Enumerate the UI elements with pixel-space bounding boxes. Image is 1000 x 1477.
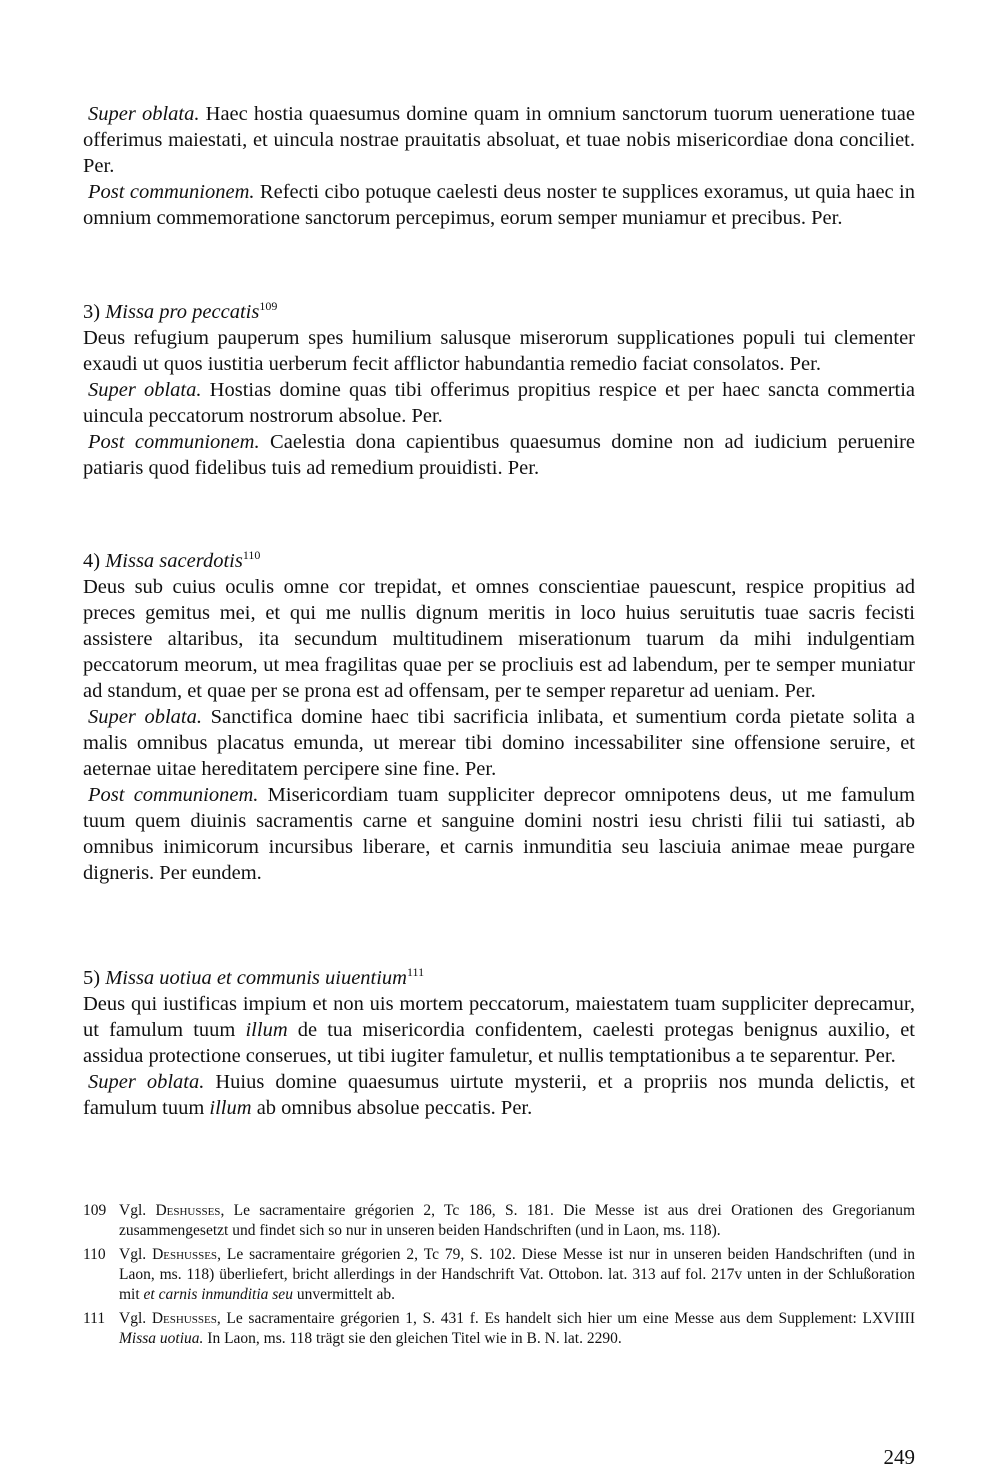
rubric-label: Super oblata. — [88, 706, 202, 728]
paragraph-super-oblata-3 — [83, 377, 915, 429]
footnote-body: , Le sacramentaire grégorien 2, Tc 186, S. 181. Die Messe ist aus drei Orationen des Gregorianum zusammengesetzt und findet sich so nur in unseren beiden Handschriften (und in Laon, ms. 118). — [119, 1202, 916, 1239]
footnote-ref-111[interactable]: 111 — [407, 965, 425, 980]
paragraph-oratio-4 — [83, 574, 915, 704]
footnote-body: , Le sacramentaire grégorien 2, Tc 79, S. 102. Diese Messe ist nur in unseren beiden Handschriften (und in Laon, ms. 118) überliefert, bricht allerdings in der Handschrift Vat. Ottobon. lat. 313 auf fol. 217v unten in der Schlußoration mit — [119, 1246, 916, 1303]
footnote-number: 109 — [83, 1202, 107, 1219]
footnote-text — [119, 1245, 915, 1305]
footnote-prefix: Vgl. — [119, 1246, 153, 1263]
paragraph-post-communionem-4 — [83, 782, 915, 886]
footnote-ref-110[interactable]: 110 — [242, 548, 261, 563]
rubric-label: Super oblata. — [88, 103, 200, 125]
paragraph-post-communionem-1 — [83, 179, 915, 231]
heading-title: Missa sacerdotis — [105, 550, 243, 572]
footnote-author: Deshusses — [155, 1202, 221, 1219]
footnote-prefix: Vgl. — [119, 1310, 152, 1327]
page-number: 249 — [883, 1445, 915, 1469]
footnote-author: Deshusses — [152, 1246, 218, 1263]
footnote-text — [119, 1201, 915, 1241]
paragraph-super-oblata-1 — [83, 101, 915, 179]
text-block-2 — [83, 299, 915, 481]
prayer-text: Refecti cibo potuque caelesti deus noster te supplices exoramus, ut quia haec in omnium commemoratione sanctorum percepimus, eorum semper muniamur et precibus. Per. — [83, 181, 915, 229]
footnote-111 — [83, 1309, 915, 1349]
footnote-author: Deshusses — [151, 1310, 217, 1327]
heading-number: 5) — [83, 967, 106, 989]
rubric-label: Super oblata. — [88, 379, 202, 401]
prayer-text: de tua misericordia confidentem, caelesti protegas benignus auxilio, et assidua protectione conserues, ut tibi iugiter famuletur, et nullis temptationibus a te separentur. Per. — [83, 1019, 915, 1067]
footnote-prefix: Vgl. — [119, 1202, 156, 1219]
prayer-text: Deus refugium pauperum spes humilium salusque miserorum supplicationes populi tui clementer exaudi ut quos iustitia uerberum fecit afflictor habundantia remedio faciat consolatos. Per. — [83, 327, 915, 375]
footnote-tail: In Laon, ms. 118 trägt sie den gleichen Titel wie in B. N. lat. 2290. — [203, 1330, 622, 1347]
footnote-ref-109[interactable]: 109 — [259, 299, 278, 314]
prayer-text: Misericordiam tuam suppliciter deprecor omnipotens deus, ut me famulum tuum quem diuinis sacramentis carne et sanguine domini nostri iesu christi filii tui satiasti, ab omnibus inimicorum incursibus liberare, et carnis inmunditia seu lasciuia animae meae purgare digneris. Per eundem. — [83, 784, 915, 884]
prayer-text: Haec hostia quaesumus domine quam in omnium sanctorum tuorum ueneratione tuae offerimus maiestati, et uincula nostrae prauitatis absoluat, et tuae nobis misericordiae dona conciliet. Per. — [83, 103, 915, 177]
paragraph-super-oblata-5 — [83, 1069, 915, 1121]
heading-number: 3) — [83, 301, 106, 323]
footnote-text — [119, 1309, 915, 1349]
italic-word: illum — [245, 1019, 288, 1041]
rubric-label: Super oblata. — [88, 1071, 205, 1093]
prayer-text: ab omnibus absolue peccatis. Per. — [251, 1097, 533, 1119]
footnote-number: 111 — [83, 1310, 106, 1327]
section-heading-5 — [83, 965, 915, 991]
section-heading-4 — [83, 548, 915, 574]
text-block-1 — [83, 101, 915, 231]
footnote-109 — [83, 1201, 915, 1241]
section-heading-3 — [83, 299, 915, 325]
paragraph-oratio-5 — [83, 991, 915, 1069]
footnotes — [83, 1201, 915, 1353]
prayer-text: Deus sub cuius oculis omne cor trepidat, et omnes conscientiae pauescunt, respice propitius ad preces gemitus mei, et qui me nullis dignum meritis in loco huius seruitutis tuae sacris fecisti assistere altaribus, ita secundum multitudinem miserationum tuarum da mihi indulgentiam peccatorum meorum, ut mea fragilitas quae per se procliuis est ad labendum, per te semper muniatur ad standum, et quae per se prona est ad offensam, per te semper reparetur ad ueniam. Per. — [83, 576, 915, 702]
heading-title: Missa pro peccatis — [105, 301, 260, 323]
prayer-text: Sanctifica domine haec tibi sacrificia inlibata, et sumentium corda pietate solita a malis omnibus placatus emunda, ut merear tibi domino incessabiliter sine offensione seruire, et aeternae uitae hereditatem percipere sine fine. Per. — [83, 706, 916, 780]
footnote-110 — [83, 1245, 915, 1305]
prayer-text: Hostias domine quas tibi offerimus propitius respice et per haec sancta commertia uincula peccatorum nostrorum absolue. Per. — [83, 379, 916, 427]
rubric-label: Post communionem. — [88, 784, 259, 806]
heading-title: Missa uotiua et communis uiuentium — [105, 967, 407, 989]
footnote-tail: unvermittelt ab. — [292, 1286, 395, 1303]
paragraph-super-oblata-4 — [83, 704, 915, 782]
prayer-text: Caelestia dona capientibus quaesumus domine non ad iudicium peruenire patiaris quod fidelibus tuis ad remedium prouidisti. Per. — [83, 431, 915, 479]
paragraph-post-communionem-3 — [83, 429, 915, 481]
footnote-italic: Missa uotiua. — [119, 1330, 204, 1347]
footnote-number: 110 — [83, 1246, 106, 1263]
footnote-italic: et carnis inmunditia seu — [143, 1286, 293, 1303]
text-block-3 — [83, 548, 915, 886]
italic-word: illum — [209, 1097, 252, 1119]
prayer-text: Huius domine quaesumus uirtute mysterii, et a propriis nos munda delictis, et famulum tuum — [83, 1071, 915, 1119]
rubric-label: Post communionem. — [88, 431, 260, 453]
footnote-body: , Le sacramentaire grégorien 1, S. 431 f. Es handelt sich hier um eine Messe aus dem Supplement: LXVIIII — [216, 1310, 915, 1327]
paragraph-oratio-3 — [83, 325, 915, 377]
prayer-text: Deus qui iustificas impium et non uis mortem peccatorum, maiestatem tuam suppliciter deprecamur, ut famulum tuum — [83, 993, 915, 1041]
heading-number: 4) — [83, 550, 106, 572]
rubric-label: Post communionem. — [88, 181, 255, 203]
text-block-5 — [83, 965, 915, 1121]
